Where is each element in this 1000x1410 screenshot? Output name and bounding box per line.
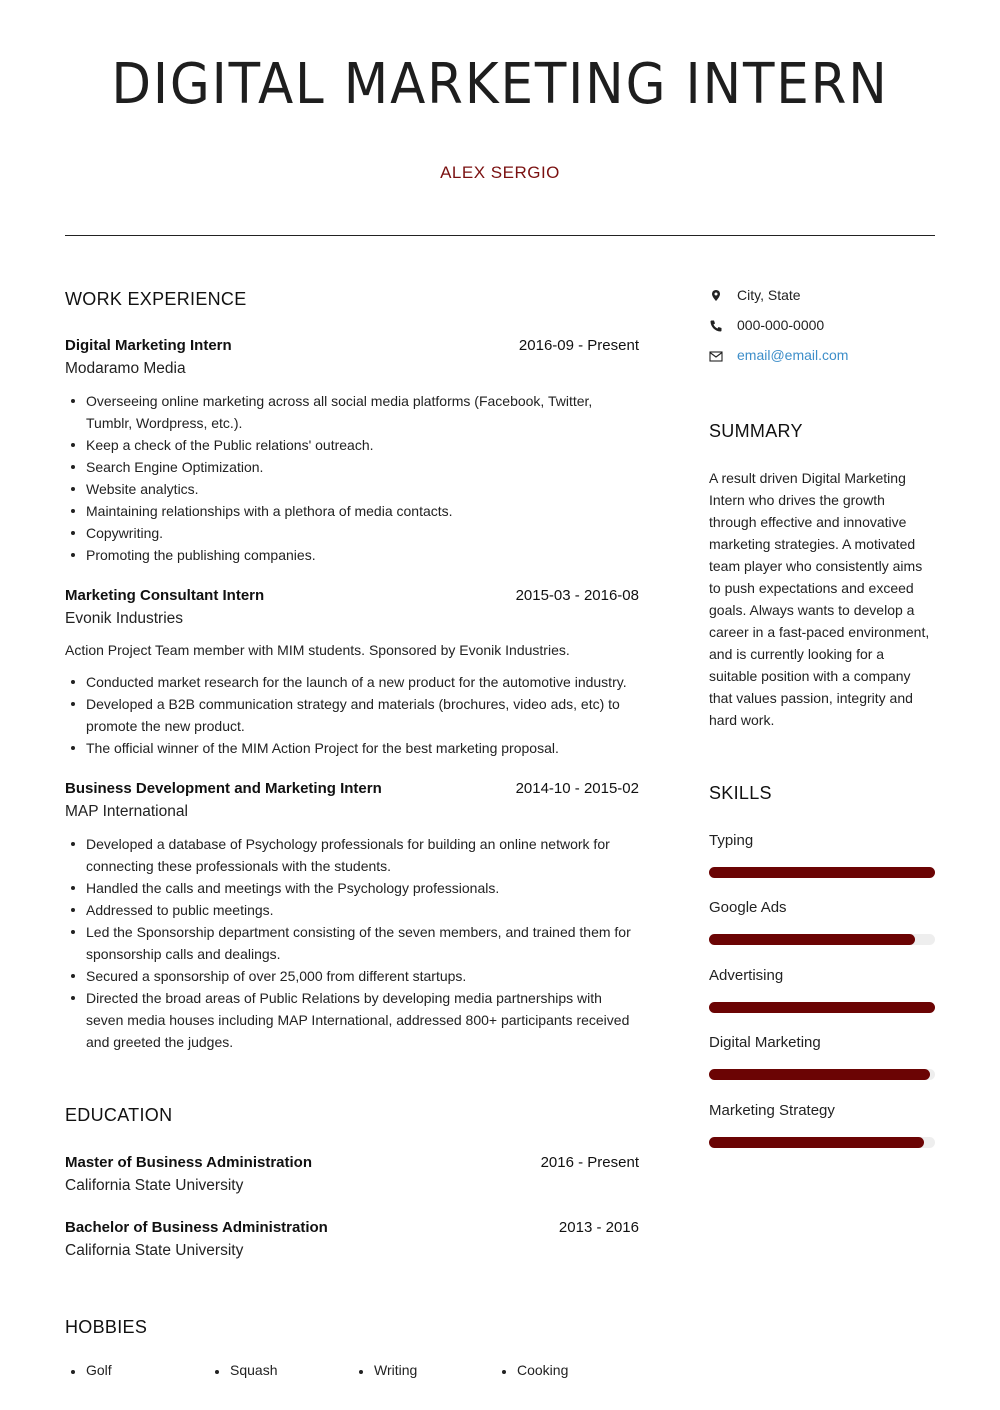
phone-text: 000-000-0000	[737, 317, 825, 333]
skill-name: Digital Marketing	[709, 1034, 821, 1051]
job-title: Business Development and Marketing Intern	[65, 780, 382, 797]
skill-bar-fill	[709, 1002, 935, 1013]
list-item: Maintaining relationships with a plethora of media contacts.	[65, 500, 639, 522]
degree-title: Master of Business Administration	[65, 1154, 312, 1171]
summary-heading: SUMMARY	[709, 421, 803, 441]
envelope-icon	[709, 349, 723, 363]
skill-name: Typing	[709, 832, 754, 849]
skill-bar-track	[709, 867, 935, 878]
summary-text: A result driven Digital Marketing Intern who drives the growth through effective and innovative marketing strategies. A motivated team player who consistently aims to push expectations and exceed goals. Always wants to develop a career in a fast-paced environment, and is currently looking for a suitable position with a company that values passion, integrity and hard work.	[709, 470, 930, 728]
skills-heading: SKILLS	[709, 783, 772, 803]
header-divider	[65, 235, 935, 236]
skill-bar-track	[709, 1069, 935, 1080]
list-item: Led the Sponsorship department consisting of the seven members, and trained them for sponsorship calls and dealings.	[65, 921, 639, 965]
job-bullet-list	[65, 833, 639, 1053]
education-heading: EDUCATION	[65, 1105, 173, 1125]
list-item: Promoting the publishing companies.	[65, 544, 639, 566]
list-item: Directed the broad areas of Public Relations by developing media partnerships with seven media houses including MAP International, addressed 800+ participants received and greeted the judges.	[65, 987, 639, 1053]
job-bullet-list	[65, 390, 639, 566]
skill-bar-fill	[709, 867, 935, 878]
list-item: Search Engine Optimization.	[65, 456, 639, 478]
job-date: 2014-10 - 2015-02	[515, 780, 639, 797]
contact-location	[709, 287, 935, 307]
job-company: Modaramo Media	[65, 360, 186, 377]
skill-bar-track	[709, 934, 935, 945]
skill-bar-fill	[709, 1069, 930, 1080]
list-item: Secured a sponsorship of over 25,000 from different startups.	[65, 965, 639, 987]
degree-title: Bachelor of Business Administration	[65, 1219, 328, 1236]
list-item: The official winner of the MIM Action Project for the best marketing proposal.	[65, 737, 639, 759]
hobbies-list	[65, 1362, 665, 1384]
school-name: California State University	[65, 1177, 244, 1194]
hobbies-heading: HOBBIES	[65, 1317, 148, 1337]
school-name: California State University	[65, 1242, 244, 1259]
phone-icon	[709, 319, 723, 333]
skill-bar-track	[709, 1137, 935, 1148]
list-item: Addressed to public meetings.	[65, 899, 639, 921]
resume-title: DIGITAL MARKETING INTERN	[111, 52, 889, 117]
hobby-item: Cooking	[496, 1362, 568, 1378]
contact-email[interactable]	[709, 347, 935, 367]
job-date: 2016-09 - Present	[518, 337, 639, 354]
list-item: Keep a check of the Public relations' outreach.	[65, 434, 639, 456]
skill-bar-fill	[709, 1137, 924, 1148]
degree-date: 2016 - Present	[540, 1154, 639, 1171]
job-description: Action Project Team member with MIM students. Sponsored by Evonik Industries.	[65, 642, 570, 658]
list-item: Handled the calls and meetings with the Psychology professionals.	[65, 877, 639, 899]
candidate-name: ALEX SERGIO	[440, 163, 560, 182]
email-link[interactable]: email@email.com	[737, 347, 849, 363]
job-date: 2015-03 - 2016-08	[515, 587, 639, 604]
skill-bar-track	[709, 1002, 935, 1013]
contact-phone	[709, 317, 935, 337]
location-text: City, State	[737, 287, 801, 303]
list-item: Developed a B2B communication strategy and materials (brochures, video ads, etc) to promote the new product.	[65, 693, 639, 737]
skill-name: Marketing Strategy	[709, 1102, 835, 1119]
job-company: MAP International	[65, 803, 188, 820]
skill-name: Advertising	[709, 967, 784, 984]
list-item: Overseeing online marketing across all social media platforms (Facebook, Twitter, Tumblr, Wordpress, etc.).	[65, 390, 639, 434]
list-item: Copywriting.	[65, 522, 639, 544]
job-company: Evonik Industries	[65, 610, 184, 627]
degree-date: 2013 - 2016	[558, 1219, 639, 1236]
hobby-item: Squash	[209, 1362, 277, 1378]
skill-name: Google Ads	[709, 899, 787, 916]
list-item: Conducted market research for the launch of a new product for the automotive industry.	[65, 671, 639, 693]
job-bullet-list	[65, 671, 639, 759]
skill-bar-fill	[709, 934, 915, 945]
job-title: Digital Marketing Intern	[65, 337, 232, 354]
hobby-item: Writing	[353, 1362, 417, 1378]
list-item: Website analytics.	[65, 478, 639, 500]
work-experience-heading: WORK EXPERIENCE	[65, 289, 247, 309]
job-title: Marketing Consultant Intern	[65, 587, 265, 604]
list-item: Developed a database of Psychology professionals for building an online network for connecting these professionals with the students.	[65, 833, 639, 877]
hobby-item: Golf	[65, 1362, 112, 1378]
map-pin-icon	[709, 289, 723, 303]
